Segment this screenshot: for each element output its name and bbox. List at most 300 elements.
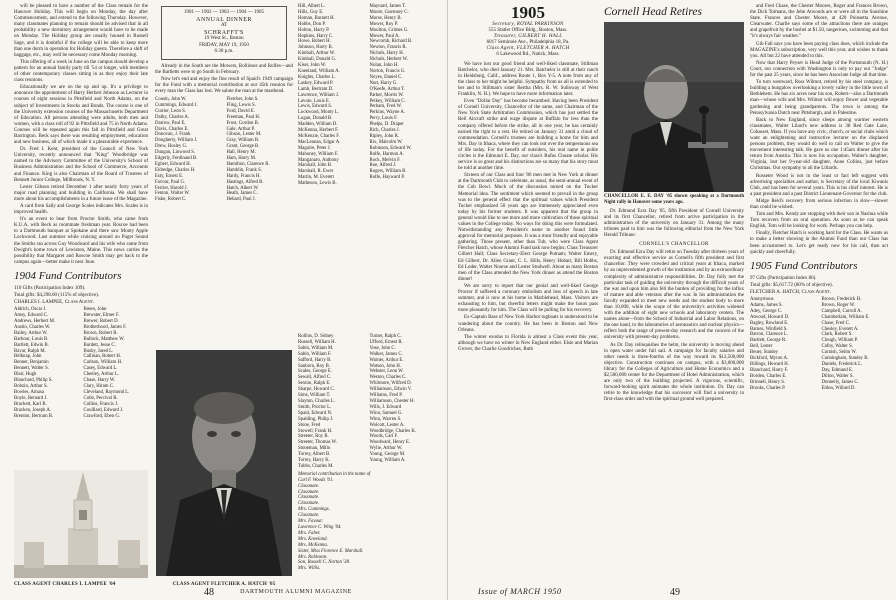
contributor-name: Madden, William D. <box>298 122 338 128</box>
contributor-name: Gibson, Lester M. <box>226 132 262 138</box>
contributor-name: Blair, Hugh <box>14 372 37 378</box>
contributor-name: Anonymous <box>750 297 774 303</box>
news-paragraph: and Fred Chase, the Chester Moores, Roger and Frances Brown, the Dick Tolmans, the John Atwoods are or were all in the Sunshine State. Frances and Chester Moore, at 420 Poinsetta Avenue, Clearwater. Charlie says some of the attractions there are oranges and grapefruit by the bushel at $1.50, tangerines, swimming and that "it's always fair weather." <box>750 4 888 40</box>
contributor-name: Parker, Morris W. <box>369 92 404 98</box>
left-column-1 <box>14 4 148 516</box>
contributor-name: Lawrence, William J. <box>298 92 340 98</box>
dinner-at: AT <box>220 23 228 28</box>
memorial-entry: Lawrence C. Wing '04. <box>298 525 342 530</box>
memorial-entry: Mrs. Robinson. <box>298 554 328 560</box>
contributor-name: Newcomb, Richard B. <box>369 39 413 45</box>
contributor-name: Ripley, John R. <box>369 133 400 139</box>
agent-address: 6 Lakewood Rd., Natick, Mass. <box>496 52 560 58</box>
news-paragraph: A card from Sally and George Scales indicates Mrs. Scales is in improved health. <box>14 204 148 216</box>
contributor-name: Smith, Proctor L. <box>298 404 332 410</box>
contributor-name: Wolcott, Lester A. <box>369 422 405 428</box>
contributor-name: Brewer, Robert D. <box>83 319 119 325</box>
contributor-name: Barbour, Louis B. <box>14 336 49 342</box>
contributor-name: Clary, Hiram C. <box>83 384 115 389</box>
contributor-name: Barron, Clarence L. <box>750 332 789 338</box>
lampee-caption: CLASS AGENT CHARLES I. LAMPEE '04 <box>14 582 116 587</box>
contributor-name: Johnson, Harry B. <box>298 45 333 51</box>
contributor-name: Egbert, Edward H. <box>155 161 191 167</box>
contributor-name: Bickford, Myron A. <box>750 356 789 362</box>
memorial-entry: Classmate. <box>298 483 320 489</box>
contributor-name: Bobzin, Arthur S. <box>14 384 48 389</box>
contributor-name: Bailey, Arthur W. <box>14 330 48 336</box>
dinner-time: 6:30 p.m. <box>214 49 234 54</box>
news-paragraph: To turn westward, Ross Wilmot, retired by his steel company, is building a bungalow overlooking a lovely valley in the little town of Bethlehem. He has six acres near his son, Robert—also a Dartmouth man—whose wife and Mrs. Wilmot will enjoy flower and vegetable gardening and being grandparents. The town is among the Pennsylvania Dutch near Pittsburgh, and in Palestine. <box>750 80 888 116</box>
editorial-paragraph: Dr. Edmund Ezra Day will retire on Tuesday after thirteen years of exacting and effective service as Cornell's fifth president and first chancellor. They were crowded and critical years at Ithaca, marked by an unprecedented growth of the institution and by an extraordinary complexity of administrative responsibilities. Dr. Day fully met the particular task of guiding the university through the difficult years of the war and upon him also fell the burden of providing for the influx of mature and able veterans after the war. In his administration the faculty expanded to meet new needs and the student body to more than 10,000, while the scope of the university's activities widened with the addition of eight new schools and laboratory centers. The names alone—from the School of Industrial and Labor Relations, on the one hand, to the laboratories of aeronautics and nuclear physics—reflect both the range of present-day research and the concern of the university with present-day problems. <box>604 250 744 341</box>
contributor-name: Gale, Arthur P. <box>226 126 256 132</box>
contributor-name: Darrow, Paul E. <box>155 120 186 126</box>
contributor-name: Hall, Henry M. <box>226 150 256 156</box>
contributor-name: Eldon, Willard D. <box>821 385 856 391</box>
contributor-name: Aldrich, Oscar J. <box>14 307 47 313</box>
news-paragraph: Lester Gibson retired December 1 after nearly forty years of major road planning and building in California. We shall have more about his accomplishments in a future issue of the Magazine. <box>14 184 148 202</box>
contributor-name: Brooks, Charles P. <box>750 385 786 391</box>
contributor-name: Esty, Ernest E. <box>155 173 184 179</box>
contributor-name: Torrey, Harry K. <box>298 458 330 464</box>
contributor-name: Cousin, John W. <box>155 96 187 102</box>
contributor-name: Russell, William H. <box>298 339 336 345</box>
contributor-name: Bennett, Walter S. <box>14 366 49 372</box>
fund-1904-names <box>14 307 148 419</box>
contributor-name: Mahoney, William F. <box>298 151 339 157</box>
contributor-name: Lamb, Bertram D. <box>298 86 334 92</box>
contributor-name: Freeman, Paul H. <box>226 114 261 120</box>
news-paragraph: Now that Harry Peyser is Head Judge of the Portsmouth (N. H.) Court, our connection with Washington is only to pay our "Judge" for the past 25 years, since he has been Associate Judge all that time. <box>750 60 888 79</box>
contributor-name: Logan, Donald B. <box>298 116 333 122</box>
contributor-name: Sexton, Ralph E. <box>298 381 331 387</box>
contributor-name: Moulton, Grimes G. <box>369 27 409 33</box>
memorial-label: Memorial contribution in the name of <box>298 471 371 477</box>
memorial-entry: Classmate. <box>298 513 320 519</box>
contributor-name: Watson, John H. <box>369 363 402 369</box>
contributor-name: Perkins, Wayne A. <box>369 110 405 116</box>
contributor-name: Stoneman, Millo <box>298 446 331 452</box>
news-paragraph: We are sorry to report that our genial and well-liked George Proctor if suffered a coronary embolism and loss of speech in late summer, and is now at his home in Marblehead, Mass. Visitors are exhausting to him, but cheerful letters might make the hours pass more pleasantly for him. The Class will be pulling for his recovery. <box>458 283 598 314</box>
contributor-name: Perry, Louis F. <box>369 116 398 122</box>
contributor-name: Vose, John C. <box>369 345 396 351</box>
day-photo <box>604 22 744 192</box>
contributor-name: Belknap, John <box>14 354 42 360</box>
memorial-entry: Mrs. McKenna. <box>298 542 328 548</box>
news-paragraph: Already in the South are the Mowers, Rollinses and Rolfes—and the Bartletts were to go South in February. <box>155 63 293 75</box>
contributor-name: Cobb, Percival B. <box>83 395 118 401</box>
contributor-name: Brotherhood, James F. <box>83 324 127 330</box>
contributor-name: Mower, Paul A. <box>369 33 400 39</box>
dinner-classes: 1901 — 1902 — 1903 — 1904 — 1905 <box>184 10 264 15</box>
contributor-name: Whitmore, Wilfred D. <box>369 381 412 387</box>
contributor-name: Benner, Benjamin <box>14 360 49 366</box>
contributor-name: Woods, Carl F. <box>369 434 399 440</box>
contributor-name: Stone, Fred <box>298 422 321 428</box>
contributor-name: Chamberlain, William E. <box>821 314 870 320</box>
contributor-name: Hatch, Albert W. <box>226 185 259 191</box>
memorial-entry: Carl F. Woods '01. <box>298 477 334 483</box>
contributor-name: McKenzie, Charles F. <box>298 133 340 139</box>
contributor-name: Gray, William B. <box>226 138 260 144</box>
contributor-name: Norton, Francis G. <box>369 68 406 74</box>
contributor-name: Carlson, William H. <box>83 360 123 366</box>
cornell-headline: Cornell Head Retires <box>604 6 702 18</box>
news-paragraph: Now let's end and enjoy the fine result of Spaid's 1949 campaign for the Fund with a memorial contribution at our 45th reunion for every man the Class has lost. We salute the man at the masthead. <box>155 76 293 94</box>
fund-1904-names-c <box>298 4 436 187</box>
contributor-name: Marshall, R. Ewer <box>298 169 334 175</box>
contributor-name: MacLennan, Edgar A. <box>298 139 341 145</box>
right-runner: Issue of MARCH 1950 <box>478 587 562 596</box>
contributor-name: Williams, Fred P. <box>369 393 403 399</box>
fund-1904-total: Total gifts: $4,298.00 (115% of objective). <box>14 293 100 299</box>
contributor-name: Frost, Gordon B. <box>226 120 260 126</box>
news-paragraph: This offering of a week in June on the campus should develop a pattern for an annual family party till '54 or longer, with members of other contemporary classes sitting in as they enjoy their late class reunions. <box>14 59 148 84</box>
news-paragraph: Dr. Edmund Ezra Day '05, fifth President of Cornell University and its first Chancellor, retired from active participation in the administration of the university on January 31. Among the many tributes paid to him was the following editorial from the New York Herald Tribune: <box>604 208 744 238</box>
editorial-title: CORNELL'S CHANCELLOR <box>639 242 709 248</box>
contributor-name: Morse, Henry B. <box>369 15 402 21</box>
contributor-name: Hastings, Alfred B. <box>226 179 264 185</box>
contributor-name: Williamson, Edwin V. <box>369 387 412 393</box>
fund-1904-agent: CHARLES I. LAMPEE, Class Agent. <box>14 300 95 306</box>
memorial-entry: Classmate. <box>298 495 320 501</box>
contributor-name: Grant, George B. <box>226 144 260 150</box>
contributor-name: Sims, William T. <box>298 393 331 399</box>
contributor-name: Bagley, Rowland E. <box>750 320 789 326</box>
hatch-photo <box>156 350 292 576</box>
contributor-name: Scales, George E. <box>298 369 333 375</box>
memorial-entry: Classmate. <box>298 489 320 495</box>
contributor-name: Rich, Charles J. <box>369 128 400 134</box>
treasurer-address: 6017 Seminole Ave., Philadelphia 18, Pa. <box>486 40 570 46</box>
contributor-name: Sabin, William F. <box>298 351 332 357</box>
contributor-name: Busby, Jared L. <box>83 348 114 354</box>
contributor-name: Webster, Leon W. <box>369 369 404 375</box>
dinner-title: ANNUAL DINNER <box>196 16 252 23</box>
contributor-name: Cheeley, Arthur L. <box>83 372 120 378</box>
contributor-name: Brown, Frederick H. <box>821 297 862 303</box>
contributor-name: Adams, James S. <box>750 302 783 308</box>
contributor-name: Breen, John <box>83 307 107 313</box>
contributor-name: Hills, Guy E. <box>298 9 324 15</box>
contributor-name: Fletcher, John S. <box>226 96 259 102</box>
news-paragraph: will be pleased to have a number of the Class remain for the Hanover Holiday. This will begin on Monday, the day after Commencement, and extend to the following Thursday. However, many classmates planning to remain should be advised that in all probability a new dormitory arrangement would have to be made on Monday. The Holiday group are usually housed in Russell Sage, and it is doubtful if the college will be able to keep more than one dorm in operation for Holiday guests. Therefore a shift of baggage, etc., may well be necessary come Monday morning. <box>14 4 148 58</box>
news-paragraph: Ex-Captain Bass of New York Harbor tugboats is understood to be wandering about the country. He has been in Boston and New Orleans. <box>458 315 598 333</box>
contributor-name: Drew, Hosley G. <box>155 144 188 150</box>
contributor-name: Lavoie, Louis E. <box>298 98 330 104</box>
contributor-name: Homan, Burnett H. <box>298 15 335 21</box>
contributor-name: Chesley, Everett A. <box>821 326 859 332</box>
contributor-name: Mower, Roy P. <box>369 21 399 27</box>
news-paragraph: Even "Dollar Day" has become becambed. Having been President of Cornell University, Chancellor of the same, and Chairman of the New York State Arbitration Commission, which has just settled the Bell Aircraft strike and wage dispute at Buffalo for less than the company offered before the strike, all in one year, he has certainly earned the right to a rest. He retired on January 31 amid a cloud of commendation. Cornell's trustees are building a home for him and Mrs. Day in Ithaca, where they can look out over the tempestuous sea of life today. For the benefit of outsiders, his real name in polite circles is the Edmund E. Day, our class's Rufus Choate scholar. His service is so great and his distinctions are so many that his story must be told at another time. <box>458 99 598 172</box>
contributor-name: Nutt, Harry G. <box>369 80 398 86</box>
dinner-venue: SCHRAFFT'S <box>204 29 244 36</box>
news-paragraph: Tom and Mrs. Kendy are stopping with their son in Nashua while Tom recovers from an oral operation. As soon as he can speak English, Tom will be looking for work. Perhaps you can help. <box>750 212 888 230</box>
contributor-name: Favour, Paul G. <box>155 179 186 185</box>
left-column-2 <box>155 4 293 330</box>
contributor-name: Slayton, Charles L. <box>298 398 336 404</box>
annual-dinner-box <box>161 6 287 60</box>
dinner-address: 19 West St., Boston <box>204 36 244 41</box>
contributor-name: Daniels, Frederick L. <box>821 362 863 367</box>
contributor-name: Young, William A. <box>369 458 406 464</box>
contributor-name: Rix, Malcolm W. <box>369 139 403 145</box>
contributor-name: Kimball, Arthur W. <box>298 51 336 57</box>
left-page-number: 48 <box>204 587 214 598</box>
contributor-name: Colby, Walter S. <box>821 344 853 350</box>
contributor-name: Wylie, Arthur W. <box>369 446 403 452</box>
fund-1905-agent: FLETCHER A. HATCH, Class Agent. <box>750 289 832 295</box>
contributor-name: Ufford, Ernest R. <box>369 339 403 345</box>
contributor-name: Woodward, Henry E. <box>369 440 411 446</box>
contributor-name: Maguire, Peter J. <box>298 145 331 151</box>
news-paragraph: Gib Fall says you have been paying class dues, which include the MAGAZINE's subscription, very well this year, and wishes to thank you. All but 22 have attended to this. <box>750 41 888 59</box>
news-paragraph: Midge Reid's recovery from serious infection in slow—slower than could be wished. <box>750 198 888 210</box>
contributor-name: Borden, Charles E. <box>750 373 787 379</box>
contributor-name: Hill, Albert L. <box>298 4 326 9</box>
contributor-name: Hamilton, Clarence B. <box>226 161 270 167</box>
contributor-name: Laskey, Edward P. <box>298 80 334 86</box>
contributor-name: Brinnell, Henry S. <box>750 379 786 385</box>
contributor-name: Streeter, Thomas W. <box>298 440 337 446</box>
contributor-name: Hamblin, Frank S. <box>226 167 262 173</box>
contributor-name: Callinan, Robert H. <box>83 354 122 360</box>
contributor-name: Bartlett, George R. <box>750 338 787 344</box>
contributor-name: Nichols, Herbert W. <box>369 57 408 63</box>
contributor-name: Fenton, Walter W. <box>155 191 190 197</box>
contributor-name: Clough, William P. <box>821 338 858 344</box>
contributor-name: Marshall, John B. <box>298 163 333 169</box>
contributor-name: Tubbs, Charles M. <box>298 463 334 469</box>
left-column-3 <box>298 4 436 330</box>
contributor-name: Amsy, Edward C. <box>14 313 49 319</box>
contributor-name: Chase, Fred C. <box>821 320 851 326</box>
contributor-name: Blanchard, Philip S. <box>14 378 53 384</box>
contributor-name: Andrews, Herbert M. <box>14 319 56 325</box>
news-paragraph: Rosseter Wood is not in the least or fact left suggest with advertising specialties and author, is Secretary of the local Kiwanis Club, and has been for several years. This is his chief interest. He is a past president and a past District Lieutenant-Governor for the club. <box>750 173 888 197</box>
contributor-name: Weston, Charles C. <box>369 375 407 381</box>
contributor-name: Spaid, Edward N. <box>298 410 333 416</box>
memorial-entry: Mrs. Cummings. <box>298 507 330 513</box>
contributor-name: Ferrier, Harold J. <box>155 185 188 191</box>
contributor-name: Ham, Harry M. <box>226 156 257 162</box>
memorial-entry: Mrs. Favour. <box>298 519 323 525</box>
contributor-name: Warner, Arthur E. <box>369 357 404 363</box>
contributor-name: Nolan, John H. <box>369 63 399 69</box>
lampee-photo <box>14 470 148 578</box>
contributor-name: Beuer, Stanley <box>750 350 779 356</box>
contributor-name: Perham, Fred W. <box>369 104 402 110</box>
contributor-name: Dillon, Walter S. <box>821 373 854 379</box>
contributor-name: Rollins, D. Sidney <box>298 334 334 339</box>
contributor-name: Heath, James C. <box>226 191 258 197</box>
contributor-name: Walker, James C. <box>369 351 403 357</box>
contributor-name: Barnes, Winfield S. <box>750 326 788 332</box>
contributor-name: Winn, Samuel G. <box>369 410 403 416</box>
contributor-name: Brewster, Elmer F. <box>83 313 120 319</box>
contributor-name: Rock, Melvin F. <box>369 157 401 163</box>
contributor-name: Cleveland, Raymond L. <box>83 389 130 395</box>
contributor-name: Cunningham, Stanley B. <box>821 356 869 362</box>
editorial-paragraph: As Dr. Day relinquishes the helm, the university is moving ahead in open water under full sail. A campaign for faculty salaries and other needs is three-fourths of the way toward its $12,500,000 objective. Construction continues on campus, with a $3,000,000 library for the Colleges of Agriculture and Home Economics and a $2,500,000 center for the Department of Hotel Administration, which are only two of the building projected. A vigorous, scientific, forward-looking spirit animates the whole institution. Dr. Day can retire to the knowledge that his successor will find a university in first-class order and with the spiritual ground well prepared. <box>604 342 744 403</box>
contributor-name: Pelkey, William C. <box>369 98 406 104</box>
contributor-name: Lewis, Edward S. <box>298 104 333 110</box>
contributor-name: Burdett, Jesse C. <box>83 342 116 348</box>
contributor-name: Newton, Francis R. <box>369 45 407 51</box>
right-page-number: 49 <box>670 587 680 598</box>
contributor-name: Brown, Roger W. <box>821 302 856 308</box>
contributor-name: Bell, Lester <box>750 344 773 350</box>
contributor-name: Stowell, Frank H. <box>298 428 333 434</box>
contributor-name: Collins, Francis J. <box>83 401 119 407</box>
news-paragraph: Back to New England, since sleeps among warmer western classmates, Walter Lilard's new address is 38 Red Gate Lane, Cohasset, Mass. If you have any civic, church, or social clubs which want an enlightening and instructive lecturer on the displaced persons problem, they would do well to call on Walter to give the movement interesting talk. He gave us one 1:45am dinner after his return from Austria. This is now his occupation. Walter's daughter, Virginia, lost her 9-year-old daughter, Anne Collins, just before Christmas. Our sympathy to all the Lillards. <box>750 117 888 172</box>
contributor-name: Bullock, Matthew W. <box>83 336 125 342</box>
contributor-name: O'Keefe, Arthur T. <box>369 86 406 92</box>
hatch-caption: CLASS AGENT FLETCHER A. HATCH '05 <box>172 582 276 587</box>
right-column-2 <box>604 4 744 584</box>
contributor-name: Dalby, Charles A. <box>155 114 190 120</box>
contributor-name: Chase, Harry W. <box>83 378 116 384</box>
news-paragraph: It's an event to hear from Proctor Smith, who came from K.U.A. with Beck as roommate freshman year. Roscoe had been to a Dartmouth banquet at Spokane and there saw Monty Apple Lockwood. Last summer while cruising around on Puget Sound the Smiths ran across Guy Woodward and his wife who came from Dwight's home town of Lewiston, Maine. This news carries the possibility that Margaret and Roscoe Smith may get back to the campus again—better make it next June. <box>14 217 148 265</box>
left-column-3-lower <box>298 334 436 578</box>
memorial-entry: Sister, Miss Florence E. Marshall. <box>298 548 364 554</box>
contributor-name: Martin, M. Everett <box>298 175 334 181</box>
contributor-name: Spalding, Philip J. <box>298 416 334 422</box>
contributor-name: Blanchard, Harry F. <box>750 367 788 373</box>
news-paragraph: The winter exodus to Florida is almost a Class event this year, although we have no winter in New England either. Elsie and Marian Grover, the Charlie Goodriches, Ruth <box>458 334 598 352</box>
contributor-name: Casey, Edward L. <box>83 366 118 372</box>
contributor-name: Brown, Robert R. <box>83 330 118 336</box>
right-column-3 <box>750 4 888 584</box>
contributor-name: Cummings, Edward J. <box>155 102 198 108</box>
contributor-name: Roe, Alfred J. <box>369 163 397 169</box>
contributor-name: Adey, George C. <box>750 308 783 314</box>
memorial-entry: Mrs. Willis. <box>298 566 321 572</box>
contributor-name: Bracken, Joseph A. <box>14 407 52 413</box>
contributor-name: Austin, Charles W. <box>14 324 51 330</box>
contributor-name: Lockwood, Monty L. <box>298 110 340 116</box>
contributor-name: Fiske, Robert C. <box>155 197 187 203</box>
contributor-name: Bavar, Ralph M. <box>14 348 46 354</box>
hatch-portrait-image <box>156 350 292 576</box>
fund-1905-title: 1905 Fund Contributors <box>750 259 858 272</box>
news-paragraph: Educationally we are on the up and up. It's a privilege to announce the appointment of Harry Herbert Johnson as Lecturer in courses of eight sessions in Pittsfield and North Adams, on the subject of Investments in Stocks and Bonds. The course is one of the University extension courses of the Massachusetts Department of Education. All persons attending were adults, both men and women, with a class roll of 92 in Pittsfield and 75 in North Adams. Courses will be repeated again this fall in Pittsfield and Great Barrington. Beck says there was resulting employment, education and new business, all of which made it a pleasurable experience. <box>14 85 149 146</box>
contributor-name: Campbell, Carroll A. <box>821 308 862 314</box>
right-page <box>448 0 896 600</box>
fund-1904-gifts: 110 Gifts (Participation Index 109). <box>14 285 86 291</box>
memorial-entry: Mrs. Kneeland. <box>298 536 328 542</box>
contributor-name: McKenna, Herbert F. <box>298 128 339 134</box>
contributor-name: Manganaro, Anthony <box>298 157 339 163</box>
day-caption: CHANCELLOR E. E. DAY '05 shown speaking at a Dartmouth Night rally in Hanover some years ago. <box>604 194 744 205</box>
memorial-entry: Son, Russell C. Norton '38. <box>298 560 351 566</box>
contributor-name: Clark, Robert S. <box>821 332 853 338</box>
church-steeple-image <box>14 470 148 578</box>
contributor-name: Torrey, Albert B. <box>298 452 331 458</box>
contributor-name: Kimball, Donald G. <box>298 57 337 63</box>
contributor-name: Bowles, Amasa <box>14 389 44 395</box>
contributor-name: Brenton, Bertram B. <box>14 413 54 419</box>
fund-1905-gifts: 97 Gifts (Participation Index 86). <box>750 275 817 281</box>
contributor-name: Sabin, William M. <box>298 345 334 351</box>
contributor-name: Noyes, Daniel C. <box>369 74 403 80</box>
contributor-name: Phelps, D. Draper <box>369 122 404 128</box>
contributor-name: Day, Edmund E. <box>821 367 854 373</box>
contributor-name: Cornish, Selim W. <box>821 350 857 356</box>
dinner-date: FRIDAY, MAY 19, 1950 <box>199 42 249 48</box>
class-year-heading: 1905 <box>511 3 545 22</box>
contributor-name: Sanborn, Roy B. <box>298 363 330 369</box>
contributor-name: Young, George M. <box>369 452 406 458</box>
contributor-name: Turner, Ralph C. <box>369 334 402 339</box>
contributor-name: Holton, Harry P. <box>298 27 330 33</box>
contributor-name: Rolfe, Hayward P. <box>369 175 405 181</box>
contributor-name: Currier, Leon S. <box>155 108 186 114</box>
contributor-name: Woodbridge, Charles K. <box>369 428 417 434</box>
contributor-name: Knights, Charles L. <box>298 74 336 80</box>
contributor-name: Matheson, Lewis B. <box>298 181 337 187</box>
contributor-name: Atwood, Howard D. <box>750 314 790 320</box>
contributor-name: Maynard, James T. <box>369 4 406 9</box>
contributor-name: Donovan, J. Frank <box>155 132 191 138</box>
agent-label: Class Agent, FLETCHER A. HATCH <box>486 46 570 52</box>
contributor-name: Moore, Guernsey C. <box>369 9 409 15</box>
fund-1904-title: 1904 Fund Contributors <box>14 269 122 282</box>
memorial-entry: Classmate. <box>298 501 320 507</box>
contributor-name: Hopkins, Harry C. <box>298 33 334 39</box>
contributor-name: Sewall, Alfred C. <box>298 375 332 381</box>
contributor-name: Eldredge, Charles H. <box>155 167 196 173</box>
contributor-name: Rogers, William B. <box>369 169 407 175</box>
fund-1905-names <box>750 297 888 392</box>
contributor-name: Dungan, Linwood S. <box>155 150 195 156</box>
contributor-name: Fling, Lewis S. <box>226 102 256 108</box>
contributor-name: Boyle, Bernard J. <box>14 395 48 401</box>
fund-1904-names-d <box>298 334 436 470</box>
contributor-name: Bartlett, Edwin B. <box>14 342 49 348</box>
news-paragraph: Sixteen of our Class and four '06 men met in New York at dinner at the Dartmouth Club to celebrate, as usual, the semi-annual event of the Cub Bowl. Much of the discussion turned on the Tucker Memorial idea. The sentiment which seemed to prevail in the group was to the general effect that the spiritual values which President Tucker emphasized 50 years ago are immensely appreciated even today by his former students. It was apparent that the group in general would like to see more and more cultivation of those spiritual values in the College today. No ways for doing this were formulated. Notwithstanding any President's name to another found little approval for memorial purposes. It was a most friendly and enjoyable gathering. Those present, other than Tub, who were Class Agent Fletcher Hatch, whose Alumni Fund task now begins; Class Treasurer Gilbert Hall; Class Secretary-Elect George Putnam; Walter Emery, Ed Gilbert, Dr. Allen Grant, C. L. Hills, Henry Hobart, Bill Hobbs, Ed Loder, Walter Nourse and Lester Studwell. About as many Boston men of the Class attended the New York dinner as attend the Boston dinner! <box>458 173 598 282</box>
news-paragraph: Finally, Fletcher Hatch is working hard for the Class. He wants us to make a better showing in the Alumni Fund than our Class has been accustomed to. Let's get ready now for his call, then act quickly and cheerfully. <box>750 231 889 255</box>
contributor-name: Safford, Harry B. <box>298 357 332 363</box>
memorial-entry: Mrs. Faber. <box>298 530 321 536</box>
secretary-label: Secretary, ROYAL PARKINSON <box>492 22 564 27</box>
contributor-name: Edgerly, Ferdinand B. <box>155 156 198 162</box>
contributor-name: Howe, Robert H. <box>298 39 331 45</box>
fund-1904-names-b <box>155 97 293 203</box>
contributor-name: Streeter, Roy B. <box>298 434 329 440</box>
contributor-name: Davis, Charles E. <box>155 126 189 132</box>
left-runner: DARTMOUTH ALUMNI MAGAZINE <box>240 589 352 595</box>
contributor-name: Dougherty, William J. <box>155 138 198 144</box>
contributor-name: Ford, David E. <box>226 108 256 114</box>
contributor-name: Brackett, Karl B. <box>14 401 47 407</box>
treasurer-label: Treasurer, GILBERT H. HALL <box>493 34 563 40</box>
contributor-name: Kneeland, William A. <box>298 68 340 74</box>
contributor-name: Williamson, Chester H. <box>369 398 415 404</box>
contributor-name: Nichols, Harry H. <box>369 51 404 57</box>
fund-1905-total: Total gifts: $5,617.72 (80% of objective). <box>750 282 833 288</box>
news-paragraph: We have lost our good friend and well-liked classmate, Stillman Batchelor, who died January 21. Mrs. Batchelor is still at their ranch in Heidsburg, Calif., address Route 1, Box Y-5. A note from any of the class to her might be helpful. Sympathy from us all is extended to her and to Stillman's sister Bertha (Mrs. R. W. Sulloway of West Franklin, N. H.). We hope to have more information later. <box>458 61 598 98</box>
contributor-name: Kiser, John W. <box>298 63 327 69</box>
contributor-name: Winn, Warren S. <box>369 416 402 422</box>
contributor-name: Hebard, Paul J. <box>226 197 256 203</box>
contributor-name: Sharpe, Howard C. <box>298 387 335 393</box>
contributor-name: Wills, J. Edward <box>369 404 402 410</box>
contributor-name: Rolfe, Harmon A. <box>369 151 404 157</box>
secretary-address: 555 Statler Office Bldg., Boston, Mass. <box>488 28 568 34</box>
right-column-1 <box>458 4 598 584</box>
contributor-name: Robinson, Edward W. <box>369 145 412 151</box>
day-speaking-image <box>604 22 744 192</box>
